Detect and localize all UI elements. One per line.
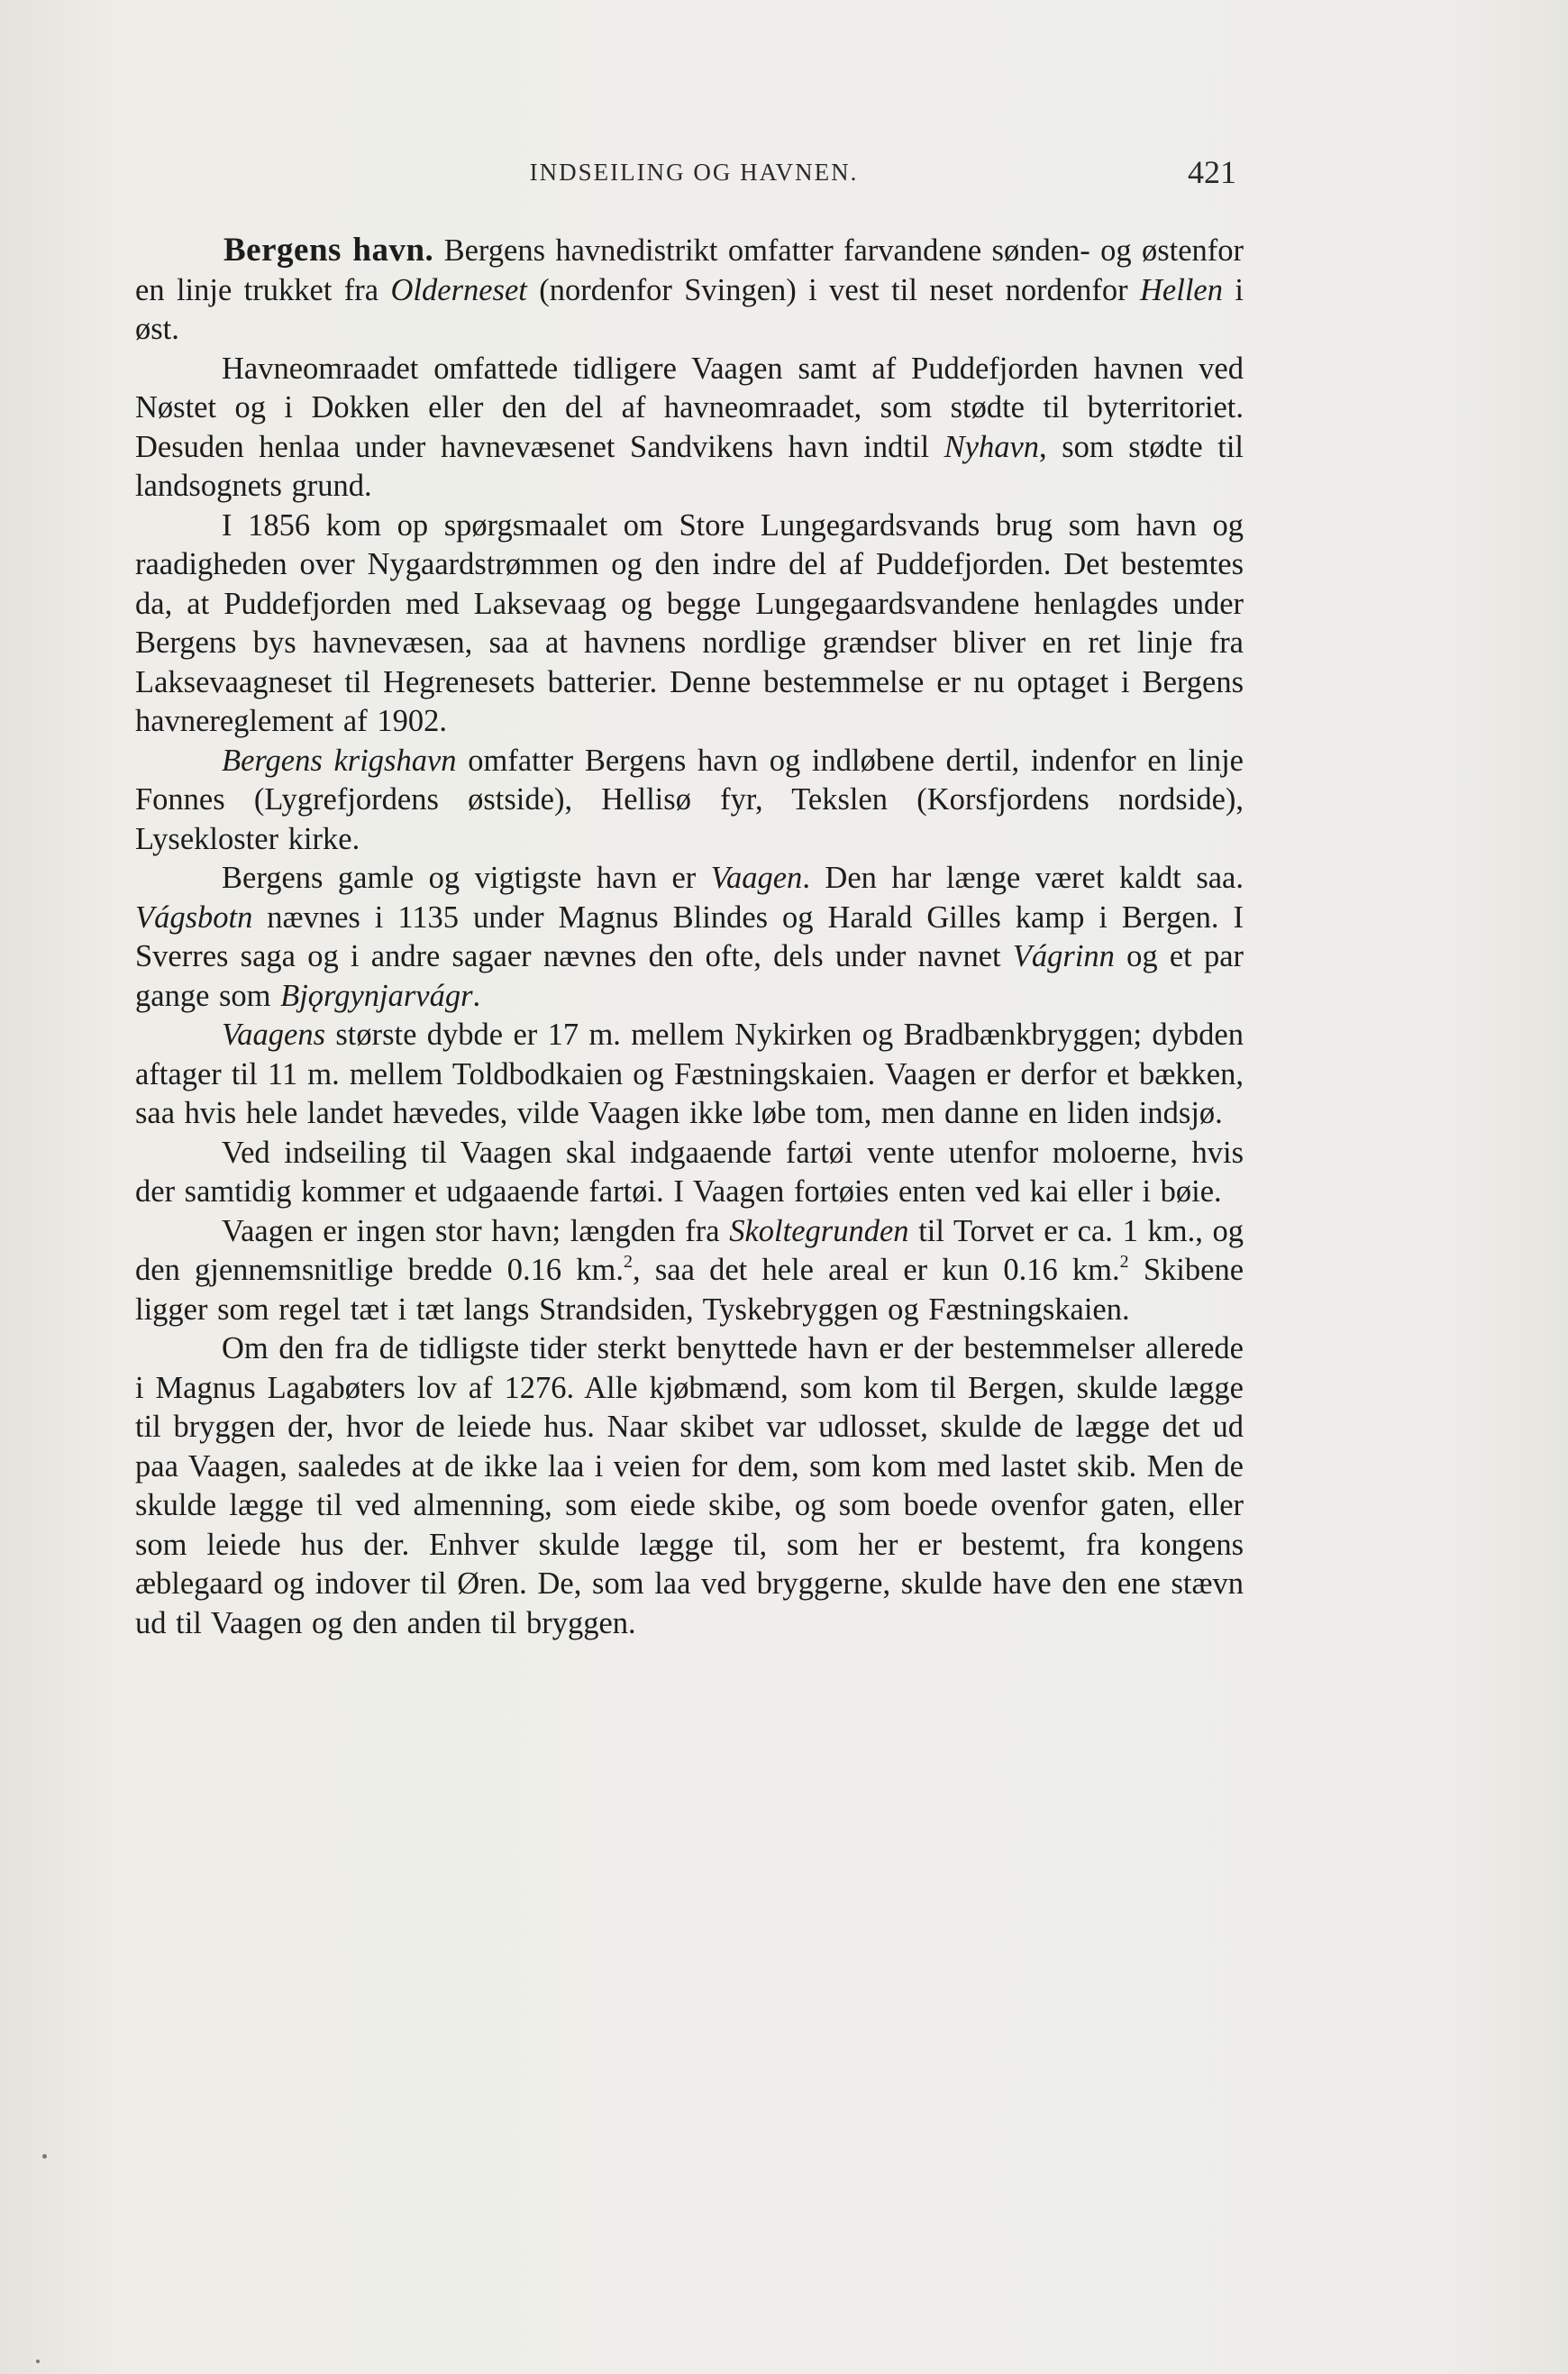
italic-term: Hellen [1140, 272, 1223, 307]
text-run: Vaagen er ingen stor havn; længden fra [222, 1213, 730, 1248]
italic-term: Vágsbotn [135, 899, 253, 935]
section-lead: Bergens havn. [223, 232, 434, 269]
page-number: 421 [1188, 154, 1236, 190]
text-run: , som stødte til landsognets grund. [135, 429, 1244, 503]
text-run: største dybde er 17 m. mellem Nykirken og Bradbænkbryggen; dybden aftager til 11 m. mellem Toldbodkaien og Fæstningskaien. Vaagen er derfor et bækken, saa hvis hele landet hævedes, vilde Vaagen ikke løbe tom, men danne en liden indsjø. [135, 1018, 1244, 1130]
running-title: INDSEILING OG HAVNEN. [529, 159, 859, 186]
text-run: . Den har længe været kaldt saa. [802, 861, 1244, 895]
italic-term: Vaagens [222, 1018, 325, 1052]
print-speck [36, 2360, 40, 2363]
text-run: , saa det hele areal er kun 0.16 km. [633, 1253, 1120, 1287]
text-run: . [472, 978, 481, 1013]
text-body [135, 231, 1244, 1643]
print-speck [42, 2154, 47, 2159]
text-run: i øst. [135, 272, 1244, 346]
italic-term: Vaagen [710, 861, 803, 895]
text-run: (nordenfor Svingen) i vest til neset nordenfor [526, 272, 1141, 307]
italic-term: Bjǫrgynjarvágr [280, 978, 473, 1013]
paragraph [135, 1212, 1244, 1330]
text-run: Om den fra de tidligste tider sterkt benyttede havn er der bestemmelser allerede i Magnus Lagabøters lov af 1276. Alle kjøbmænd, som kom til Bergen, skulde lægge til bryggen der, hvor de leiede hus. Naar skibet var udlosset, skulde de lægge det ud paa Vaagen, saaledes at de ikke laa i veien for dem, som kom med lastet skib. Men de skulde lægge til ved almenning, som eiede skibe, og som boede ovenfor gaten, eller som leiede hus der. Enhver skulde lægge til, som her er bestemt, fra kongens æblegaard og indover til Øren. De, som laa ved bryggerne, skulde have den ene stævn ud til Vaagen og den anden til bryggen. [135, 1331, 1244, 1640]
paragraph [135, 1134, 1244, 1212]
text-run: til Torvet er ca. 1 km., og den gjennemsnitlige bredde 0.16 km. [135, 1213, 1244, 1287]
text-run: omfatter Bergens havn og indløbene dertil, indenfor en linje Fonnes (Lygrefjordens østside), Hellisø fyr, Tekslen (Korsfjordens nordside), Lysekloster kirke. [135, 743, 1244, 856]
paragraph [135, 507, 1244, 742]
italic-term: Skoltegrunden [729, 1213, 909, 1248]
text-run: I 1856 kom op spørgsmaalet om Store Lungegardsvands brug som havn og raadigheden over Nygaardstrømmen og den indre del af Puddefjorden. Det bestemtes da, at Puddefjorden med Laksevaag og begge Lungegaardsvandene henlagdes under Bergens bys havnevæsen, saa at havnens nordlige grændser bliver en ret linje fra Laksevaagneset til Hegrenesets batterier. Denne bestemmelse er nu optaget i Bergens havnereglement af 1902. [135, 507, 1244, 738]
paragraph [135, 1329, 1244, 1643]
paragraph [135, 350, 1244, 507]
paragraph [135, 1016, 1244, 1134]
italic-term: Olderneset [390, 272, 527, 307]
paragraph [135, 859, 1244, 1016]
text-run: Bergens gamle og vigtigste havn er [222, 861, 711, 895]
text-run: Bergens havnedistrikt omfatter farvandene sønden- og østenfor en linje trukket fra [135, 233, 1244, 307]
paragraph [135, 742, 1244, 860]
text-run: Skibene ligger som regel tæt i tæt langs Strandsiden, Tyskebryggen og Fæstningskaien. [135, 1253, 1244, 1327]
text-run: nævnes i 1135 under Magnus Blindes og Harald Gilles kamp i Bergen. I Sverres saga og i andre sagaer nævnes den ofte, dels under navnet [135, 899, 1244, 973]
text-run: Havneomraadet omfattede tidligere Vaagen samt af Puddefjorden havnen ved Nøstet og i Dokken eller den del af havneomraadet, som stødte til byterritoriet. Desuden henlaa under havnevæsenet Sandvikens havn indtil [135, 351, 1244, 464]
italic-term: Vágrinn [1012, 939, 1115, 973]
italic-term: Nyhavn [944, 429, 1040, 464]
italic-term: Bergens krigshavn [222, 743, 457, 778]
text-run: og et par gange som [135, 939, 1244, 1013]
paragraph [135, 231, 1244, 350]
superscript: 2 [624, 1252, 633, 1272]
text-run: Ved indseiling til Vaagen skal indgaaende fartøi vente utenfor moloerne, hvis der samtidig kommer et udgaaende fartøi. I Vaagen fortøies enten ved kai eller i bøie. [135, 1135, 1244, 1209]
superscript: 2 [1119, 1252, 1129, 1272]
